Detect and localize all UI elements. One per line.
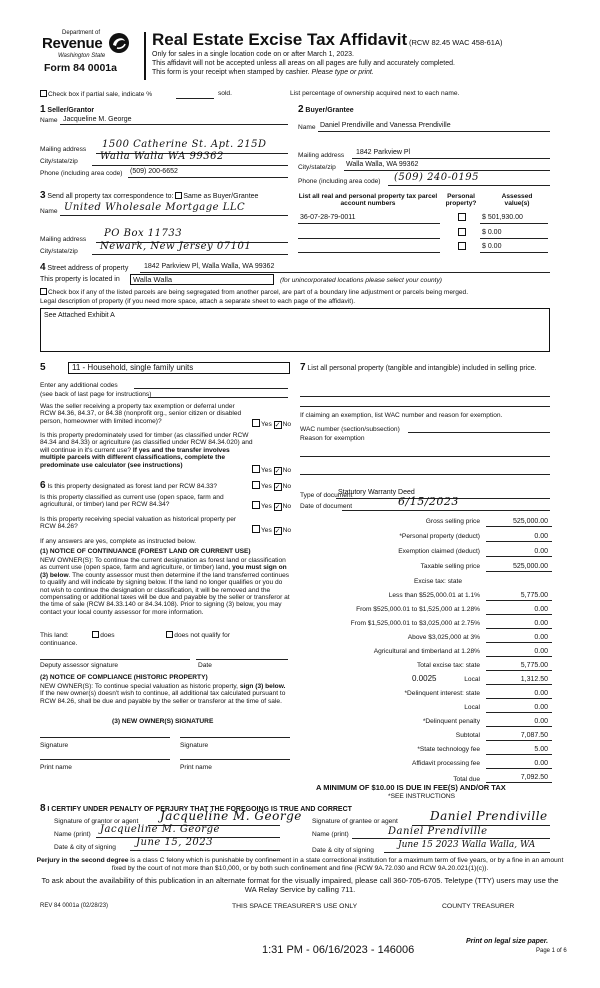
same-as-buyer-checkbox[interactable] bbox=[175, 192, 182, 199]
buyer-mailing-field[interactable]: 1842 Parkview Pl bbox=[356, 149, 411, 156]
segregated-label: Check box if any of the listed parcels are being segregated from another parcel, are part of a boundary line adjustment or parcels being merged. bbox=[48, 289, 469, 296]
tax-row-value[interactable]: 0.00 bbox=[534, 548, 548, 555]
tax-row-value[interactable]: 7,092.50 bbox=[520, 774, 548, 781]
list-pct-note: List percentage of ownership acquired next to each name. bbox=[290, 90, 460, 97]
header-note3: This form is your receipt when stamped by cashier. bbox=[152, 69, 310, 76]
grantee-date-field[interactable]: June 15 2023 Walla Walla, WA bbox=[398, 840, 536, 850]
forest-question: 6 Is this property designated as forest land per RCW 84.33? bbox=[40, 480, 218, 491]
tax-row-label: Total due bbox=[453, 776, 480, 783]
tax-row-value[interactable]: 5.00 bbox=[534, 746, 548, 753]
street-label: Street address of property bbox=[47, 265, 129, 272]
header-note1: Only for sales in a single location code on or after March 1, 2023. bbox=[152, 51, 354, 58]
tax-row-label: From $1,525,000.01 to $3,025,000 at 2.75% bbox=[350, 620, 480, 627]
timber-question: Is this property predominately used for timber (as classified under RCW 84.34 and 84.33) or agriculture (as classified under RCW 84.34.020) and will continue in it's current use? If yes and the transfer involves multiple parcels with different classifications, complete the predominate use calculator (see instructions) bbox=[40, 432, 253, 469]
personal-property-checkbox[interactable] bbox=[458, 242, 466, 250]
tax-row-label: *Personal property (deduct) bbox=[399, 533, 480, 540]
legal-description-text: See Attached Exhibit A bbox=[44, 312, 115, 319]
grantee-name-field[interactable]: Daniel Prendiville bbox=[388, 826, 488, 837]
this-land-row: This land: does does not qualify for bbox=[40, 632, 230, 639]
minimum-due: A MINIMUM OF $10.00 IS DUE IN FEE(S) AND/OR TAX bbox=[316, 783, 506, 792]
tax-row-value[interactable]: 0.00 bbox=[534, 760, 548, 767]
exemption-question: Was the seller receiving a property tax exemption or deferral under RCW 84.36, 84.37, or 84.38 (nonprofit org., senior citizen or disabled person, homeowner with limited income)? bbox=[40, 403, 242, 425]
doc-date-field[interactable]: 6/15/2023 bbox=[398, 495, 459, 508]
tax-row-label: Less than $525,000.01 at 1.1% bbox=[388, 592, 480, 599]
street-line bbox=[140, 272, 550, 273]
parcel-row bbox=[298, 242, 548, 254]
owner-signature-line-2[interactable] bbox=[180, 737, 290, 738]
tax-row-label: Agricultural and timberland at 1.28% bbox=[373, 648, 480, 655]
continuance-label: continuance. bbox=[40, 640, 78, 647]
personal-property-list: 7 List all personal property (tangible and intangible) included in selling price. bbox=[300, 362, 537, 373]
exemption-no-checkbox[interactable]: ✓ bbox=[274, 422, 281, 429]
section6-instructions: If any answers are yes, complete as instructed below. bbox=[40, 538, 197, 545]
tax-row-value[interactable]: 1,312.50 bbox=[520, 676, 548, 683]
rev-number: REV 84 0001a (02/28/23) bbox=[40, 903, 109, 909]
tax-row-label: Subtotal bbox=[455, 732, 480, 739]
seller-city-line bbox=[92, 165, 288, 166]
legal-description-box[interactable] bbox=[40, 308, 550, 352]
partial-sale-row bbox=[40, 90, 152, 98]
tax-row-label: Gross selling price bbox=[425, 518, 480, 525]
tax-row-label: Local bbox=[464, 676, 480, 683]
corr-name-label: Name bbox=[40, 208, 58, 215]
grantee-sig-label: Signature of grantee or agent bbox=[312, 818, 398, 825]
corr-city-field[interactable]: Newark, New Jersey 07101 bbox=[100, 241, 252, 252]
tax-row-label: Exemption claimed (deduct) bbox=[398, 548, 480, 555]
tax-row-label: Excise tax: state bbox=[413, 578, 462, 585]
current-use-yes-no: Yes ✓ No bbox=[252, 501, 291, 511]
grantor-date-line bbox=[130, 850, 280, 851]
forest-yes-no: Yes ✓ No bbox=[252, 481, 291, 491]
dept-line3: Washington State bbox=[58, 53, 106, 59]
forest-yes-checkbox[interactable] bbox=[252, 481, 260, 489]
land-does-not-checkbox[interactable] bbox=[166, 631, 173, 638]
grantee-name-line bbox=[352, 838, 550, 839]
seller-mailing-label: Mailing address bbox=[40, 146, 87, 153]
notice2-body: NEW OWNER(S): To continue special valuation as historic property, sign (3) below. If the new owner(s) doesn't wish to continue, all additional tax calculated pursuant to RCW 84.26, shall be due and payable by the seller or transferor at the time of sale. bbox=[40, 683, 286, 705]
owner-print-label-1: Print name bbox=[40, 764, 72, 771]
grantee-name-label: Name (print) bbox=[312, 831, 349, 838]
certify-row: 8 I CERTIFY UNDER PENALTY OF PERJURY THAT THE FOREGOING IS TRUE AND CORRECT bbox=[40, 803, 352, 814]
segregated-checkbox[interactable] bbox=[40, 288, 47, 295]
seller-mailing-field[interactable]: 1500 Catherine St. Apt. 215D bbox=[102, 139, 267, 150]
dor-logo bbox=[40, 30, 130, 80]
historic-question: Is this property receiving special valuation as historical property per RCW 84.26? bbox=[40, 516, 237, 531]
tax-row-value[interactable]: 0.00 bbox=[534, 620, 548, 627]
grantor-date-field[interactable]: June 15, 2023 bbox=[136, 837, 214, 848]
assessed-value[interactable]: $ 0.00 bbox=[482, 229, 502, 236]
notice1-title: (1) NOTICE OF CONTINUANCE (FOREST LAND OR CURRENT USE) bbox=[40, 548, 251, 555]
owner-signature-label-2: Signature bbox=[180, 742, 209, 749]
tax-row-label: Taxable selling price bbox=[420, 563, 480, 570]
seller-city-field[interactable]: Walla Walla WA 99362 bbox=[100, 151, 224, 162]
grantee-signature[interactable]: Daniel Prendiville bbox=[430, 809, 548, 823]
corr-mailing-label: Mailing address bbox=[40, 236, 87, 243]
historic-no-checkbox[interactable]: ✓ bbox=[274, 528, 281, 535]
reason-label: Reason for exemption bbox=[300, 435, 365, 442]
see-back-line bbox=[148, 397, 288, 398]
corr-name-field[interactable]: United Wholesale Mortgage LLC bbox=[64, 202, 246, 213]
buyer-heading: 2 Buyer/Grantee bbox=[298, 104, 354, 115]
tax-row-value[interactable]: 0.00 bbox=[534, 704, 548, 711]
reason-line-2[interactable] bbox=[300, 474, 550, 475]
historic-yes-no: Yes ✓ No bbox=[252, 525, 291, 535]
current-use-no-checkbox[interactable]: ✓ bbox=[274, 504, 281, 511]
timber-yes-checkbox[interactable] bbox=[252, 465, 260, 473]
owner-print-label-2: Print name bbox=[180, 764, 212, 771]
exemption-yes-checkbox[interactable] bbox=[252, 419, 260, 427]
buyer-name-label: Name bbox=[298, 124, 316, 131]
wac-label: WAC number (section/subsection) bbox=[300, 426, 400, 433]
exemption-yes-no: Yes ✓ No bbox=[252, 419, 291, 429]
dept-line2: Revenue bbox=[42, 35, 103, 52]
grantee-date-label: Date & city of signing bbox=[312, 847, 374, 854]
assessed-value[interactable]: $ 501,930.00 bbox=[482, 214, 523, 221]
located-select[interactable]: Walla Walla bbox=[130, 274, 274, 285]
tax-row-value[interactable]: 5,775.00 bbox=[520, 662, 548, 669]
tax-row-label: *Delinquent penalty bbox=[422, 718, 480, 725]
tax-row-value[interactable]: 7,087.50 bbox=[520, 732, 548, 739]
buyer-name-field[interactable]: Daniel Prendiville and Vanessa Prendiville bbox=[320, 122, 451, 129]
parcels-col1-header: List all real and personal property tax parcel account numbers bbox=[298, 193, 438, 208]
tax-row-value[interactable]: 5,775.00 bbox=[520, 592, 548, 599]
grantor-date-label: Date & city of signing bbox=[54, 844, 116, 851]
deputy-signature-line[interactable] bbox=[40, 659, 190, 660]
form-number: Form 84 0001a bbox=[44, 62, 117, 74]
personal-property-checkbox[interactable] bbox=[458, 228, 466, 236]
wac-line[interactable] bbox=[408, 432, 550, 433]
seller-phone-line bbox=[128, 177, 288, 178]
tax-row-label: Local bbox=[464, 704, 480, 711]
see-back-label: (see back of last page for instructions) bbox=[40, 391, 152, 398]
street-field[interactable]: 1842 Parkview Pl, Walla Walla, WA 99362 bbox=[144, 263, 275, 270]
tax-row-value[interactable]: 525,000.00 bbox=[512, 518, 548, 525]
local-rate[interactable]: 0.0025 bbox=[412, 674, 437, 683]
page-number: Page 1 of 6 bbox=[536, 948, 567, 954]
doc-type-field[interactable]: Statutory Warranty Deed bbox=[338, 489, 415, 496]
corr-name-line bbox=[60, 215, 288, 216]
grantor-name-field[interactable]: Jacqueline M. George bbox=[100, 824, 220, 835]
buyer-mailing-label: Mailing address bbox=[298, 152, 345, 159]
tax-row-label: From $525,000.01 to $1,525,000 at 1.28% bbox=[356, 606, 480, 613]
timber-yes-no: Yes ✓ No bbox=[252, 465, 291, 475]
partial-sale-label: Check box if partial sale, indicate % bbox=[48, 91, 153, 98]
print-legal-note: Print on legal size paper. bbox=[466, 938, 549, 945]
land-does-checkbox[interactable] bbox=[92, 631, 99, 638]
county-treasurer: COUNTY TREASURER bbox=[442, 903, 515, 910]
alt-format-notice: To ask about the availability of this publication in an alternate format for the visually impaired, please call 360-705-6705. Teletype (TTY) users may use the WA Relay Service by calling 711. bbox=[41, 876, 559, 894]
receipt-stamp: 1:31 PM - 06/16/2023 - 146006 bbox=[262, 944, 415, 956]
corr-city-line bbox=[92, 254, 288, 255]
tax-row-label: *Delinquent interest: state bbox=[404, 690, 480, 697]
tax-row-value[interactable]: 0.00 bbox=[534, 718, 548, 725]
header-divider bbox=[144, 32, 146, 80]
reason-line-1[interactable] bbox=[300, 456, 550, 457]
tax-row-value[interactable]: 0.00 bbox=[534, 648, 548, 655]
seller-name-line bbox=[60, 124, 288, 125]
seller-name-field[interactable]: Jacqueline M. George bbox=[63, 116, 132, 123]
historic-yes-checkbox[interactable] bbox=[252, 525, 260, 533]
tax-row-label: Above $3,025,000 at 3% bbox=[407, 634, 480, 641]
forest-no-checkbox[interactable]: ✓ bbox=[274, 484, 281, 491]
buyer-phone-label: Phone (including area code) bbox=[298, 178, 381, 185]
header-note3-row bbox=[152, 69, 374, 77]
partial-sale-checkbox[interactable] bbox=[40, 90, 47, 97]
located-label: This property is located in bbox=[40, 276, 120, 283]
tax-row-label: Total excise tax: state bbox=[416, 662, 480, 669]
personal-property-line-2[interactable] bbox=[300, 406, 550, 407]
personal-property-checkbox[interactable] bbox=[458, 213, 466, 221]
legal-label: Legal description of property (if you need more space, attach a separate sheet to each page of the affidavit). bbox=[40, 298, 356, 305]
buyer-name-line bbox=[318, 131, 550, 132]
parcel-row bbox=[298, 228, 548, 240]
header-note3-italic: Please type or print. bbox=[311, 69, 374, 76]
seller-phone-label: Phone (including area code) bbox=[40, 170, 123, 177]
current-use-yes-checkbox[interactable] bbox=[252, 501, 260, 509]
owner-print-line-2[interactable] bbox=[180, 759, 290, 760]
tax-row-value[interactable]: 0.00 bbox=[534, 606, 548, 613]
dept-line1: Department of bbox=[62, 30, 101, 36]
doc-date-label: Date of document bbox=[300, 503, 353, 510]
corr-city-label: City/state/zip bbox=[40, 248, 78, 255]
owner-print-line-1[interactable] bbox=[40, 759, 170, 760]
owner-signature-line-1[interactable] bbox=[40, 737, 170, 738]
timber-no-checkbox[interactable]: ✓ bbox=[274, 468, 281, 475]
seller-name-label: Name bbox=[40, 117, 58, 124]
tax-row-value[interactable]: 525,000.00 bbox=[512, 563, 548, 570]
deputy-signature-label: Deputy assessor signature bbox=[40, 662, 119, 669]
parcels-col3-header: Assessed value(s) bbox=[501, 193, 533, 208]
treasurer-space: THIS SPACE TREASURER'S USE ONLY bbox=[232, 903, 358, 910]
deputy-date-label: Date bbox=[198, 662, 212, 669]
street-row: 4 Street address of property bbox=[40, 262, 129, 273]
header-note2: This affidavit will not be accepted unless all areas on all pages are fully and accurately completed. bbox=[152, 60, 455, 67]
buyer-mailing-line bbox=[352, 158, 550, 159]
same-as-buyer-label: Same as Buyer/Grantee bbox=[183, 193, 259, 200]
notice3-title: (3) NEW OWNER(S) SIGNATURE bbox=[112, 718, 214, 725]
grantor-name-label: Name (print) bbox=[54, 831, 91, 838]
parcel-number[interactable]: 36-07-28-79-0011 bbox=[300, 214, 356, 221]
correspondence-heading: 3 Send all property tax correspondence to: Same as Buyer/Grantee bbox=[40, 190, 259, 201]
perjury-statement: Perjury in the second degree is a class C felony which is punishable by confinement in a state correctional institution for a maximum term of five years, or by a fine in an amount fixed by the court of not more than $10,000, or by both such confinement and fine (RCW 9A.72.030 and RCW 9A.20.021(1)(c)). bbox=[36, 857, 564, 872]
use-code-select[interactable]: 11 - Household, single family units bbox=[68, 362, 290, 374]
dor-swirl-icon bbox=[108, 32, 130, 54]
current-use-question: Is this property classified as current use (open space, farm and agricultural, or timber) land per RCW 84.34? bbox=[40, 494, 224, 509]
tax-row-value[interactable]: 0.00 bbox=[534, 533, 548, 540]
partial-sold: sold. bbox=[218, 90, 232, 97]
buyer-city-line bbox=[344, 170, 550, 171]
segregated-row bbox=[40, 288, 468, 296]
tax-row-label: Affidavit processing fee bbox=[411, 760, 480, 767]
doc-type-label: Type of document bbox=[300, 492, 353, 499]
form-rcw: (RCW 82.45 WAC 458-61A) bbox=[408, 38, 503, 47]
section5-num: 5 bbox=[40, 362, 46, 373]
form-title: Real Estate Excise Tax Affidavit bbox=[152, 30, 408, 49]
form-title-row bbox=[152, 30, 502, 49]
claim-exemption-label: If claiming an exemption, list WAC number and reason for exemption. bbox=[300, 412, 503, 419]
assessed-value[interactable]: $ 0.00 bbox=[482, 243, 502, 250]
grantor-sig-label: Signature of grantor or agent bbox=[54, 818, 139, 825]
buyer-city-label: City/state/zip bbox=[298, 164, 336, 171]
parcels-col2-header: Personal property? bbox=[445, 193, 477, 208]
parcel-row bbox=[298, 213, 548, 225]
deputy-date-line[interactable] bbox=[196, 659, 288, 660]
corr-mailing-field[interactable]: PO Box 11733 bbox=[104, 228, 183, 239]
located-note: (for unincorporated locations please select your county) bbox=[280, 277, 443, 284]
buyer-phone-field[interactable]: (509) 240-0195 bbox=[394, 172, 479, 183]
buyer-phone-line bbox=[388, 185, 550, 186]
additional-codes-label: Enter any additional codes bbox=[40, 382, 118, 389]
notice2-title: (2) NOTICE OF COMPLIANCE (HISTORIC PROPERTY) bbox=[40, 674, 208, 681]
grantor-signature[interactable]: Jacqueline M. George bbox=[160, 809, 302, 823]
seller-heading: 1 Seller/Grantor bbox=[40, 104, 95, 115]
owner-signature-label-1: Signature bbox=[40, 742, 69, 749]
seller-city-label: City/state/zip bbox=[40, 158, 78, 165]
notice1-body: NEW OWNER(S): To continue the current designation as forest land or classification as current use (open space, farm and agriculture, or timber) land, you must sign on (3) below. The county assessor must then determine if the land transferred continues to qualify and will indicate by signing below. If the land no longer qualifies or you do not wish to continue the designation or classification, it will be removed and the compensating or additional taxes will be due and payable by the seller or transferor at the time of sale (RCW 84.33.140 or 84.34.108). Prior to signing (3) below, you may contact your local county assessor for more information. bbox=[40, 557, 290, 616]
partial-pct-line bbox=[176, 98, 214, 99]
tax-row-value[interactable]: 0.00 bbox=[534, 634, 548, 641]
personal-property-line-1[interactable] bbox=[300, 396, 550, 397]
see-instructions: *SEE INSTRUCTIONS bbox=[388, 793, 456, 800]
grantee-date-line bbox=[384, 852, 550, 853]
tax-row-label: *State technology fee bbox=[417, 746, 480, 753]
doc-date-line bbox=[342, 510, 550, 511]
tax-row-value[interactable]: 0.00 bbox=[534, 690, 548, 697]
additional-codes-line bbox=[134, 388, 288, 389]
seller-phone-field[interactable]: (509) 200-6652 bbox=[130, 168, 178, 175]
buyer-city-field[interactable]: Walla Walla, WA 99362 bbox=[346, 161, 419, 168]
